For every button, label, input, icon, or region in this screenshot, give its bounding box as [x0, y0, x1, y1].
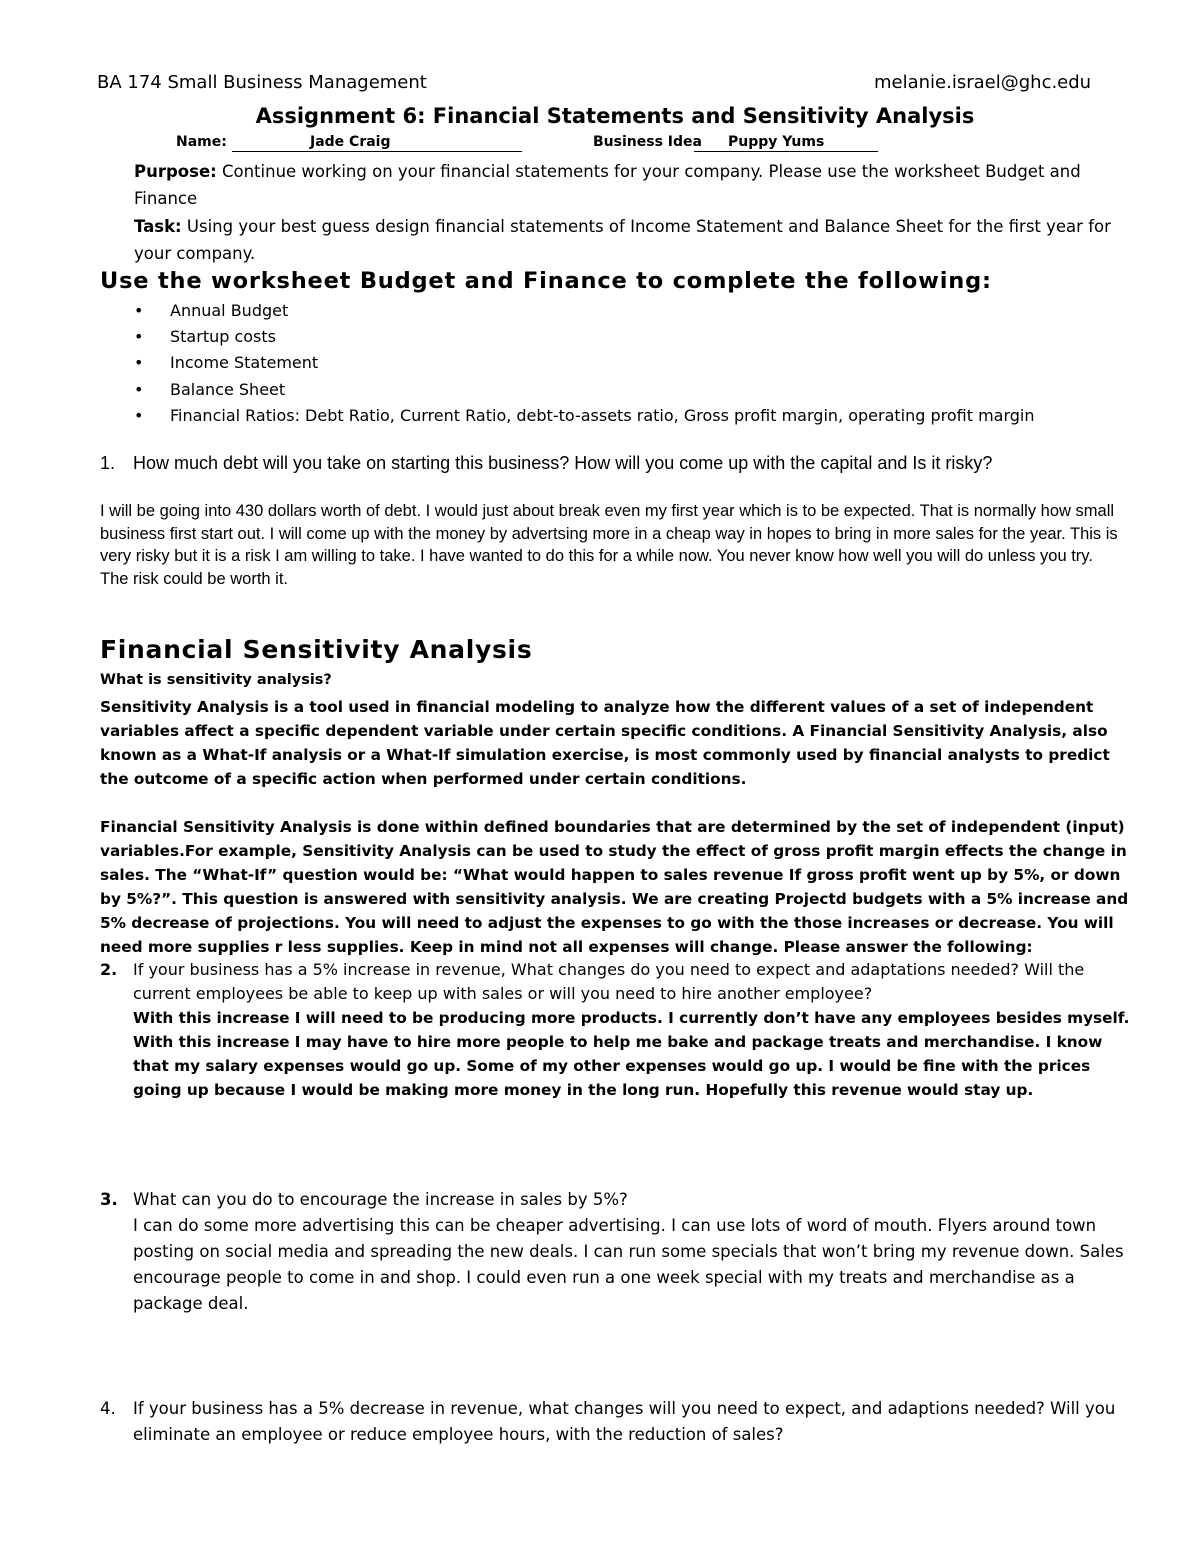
fsa-paragraph-2: Financial Sensitivity Analysis is done within defined boundaries that are determined by the set of independent (input) variables.For example, Sensitivity Analysis can be used to study the effect of gross profit margin effects the change in sales. The “What-If” question would be: “What would happen to sales revenue If gross profit went up by 5%, or down by 5%?”. This question is answered with sensitivity analysis. We are creating Projectd budgets with a 5% increase and 5% decrease of projections. You will need to adjust the expenses to go with the those increases or decrease. You will need more supplies r less supplies. Keep in mind not all expenses will change. Please answer the following: [100, 818, 1129, 956]
question-2-text: If your business has a 5% increase in revenue, What changes do you need to expect and adaptations needed? Will the current employees be able to keep up with sales or will you need to hire another employee? [133, 960, 1085, 1003]
purpose-text: Continue working on your financial statements for your company. Please use the worksheet Budget and Finance [134, 162, 1081, 208]
list-item: • Balance Sheet [134, 377, 1035, 403]
question-2-number: 2. [100, 960, 118, 979]
question-4-text: If your business has a 5% decrease in revenue, what changes will you need to expect, and adaptions needed? Will you eliminate an employee or reduce employee hours, with the reduction of sales? [133, 1399, 1116, 1444]
list-item: • Financial Ratios: Debt Ratio, Current Ratio, debt-to-assets ratio, Gross profit margin, operating profit margin [134, 403, 1035, 429]
assignment-title: Assignment 6: Financial Statements and Sensitivity Analysis [255, 104, 975, 128]
question-2 [100, 958, 1130, 1102]
name-field [232, 134, 522, 152]
purpose-paragraph [134, 158, 1134, 212]
task-label: Task: [134, 217, 182, 236]
answer-3: I can do some more advertising this can be cheaper advertising. I can use lots of word of mouth. Flyers around town posting on social media and spreading the new deals. I can run some specials that won’t bring my revenue down. Sales encourage people to come in and shop. I could even run a one week special with my treats and merchandise as a package deal. [133, 1216, 1124, 1313]
section-heading-fsa: Financial Sensitivity Analysis [100, 635, 533, 664]
question-3-number: 3. [100, 1190, 118, 1209]
list-item: • Income Statement [134, 350, 1035, 376]
question-3 [100, 1187, 1130, 1317]
bullet-list [134, 298, 1035, 429]
list-item: • Startup costs [134, 324, 1035, 350]
purpose-label: Purpose: [134, 162, 217, 181]
question-1-text: How much debt will you take on starting this business? How will you come up with the capital and Is it risky? [133, 453, 993, 473]
name-label: Name: [176, 134, 227, 150]
task-text: Using your best guess design financial statements of Income Statement and Balance Sheet for the first year for your company. [134, 217, 1111, 263]
question-1-number: 1. [100, 453, 116, 473]
business-idea-field [694, 134, 878, 152]
course-header: BA 174 Small Business Management [97, 72, 427, 93]
name-value: Jade Craig [310, 134, 391, 150]
business-idea-label: Business Idea [593, 134, 702, 150]
question-4-number: 4. [100, 1399, 116, 1418]
question-1 [100, 452, 1110, 475]
list-item: • Annual Budget [134, 298, 1035, 324]
business-idea-value: Puppy Yums [728, 134, 825, 150]
question-3-text: What can you do to encourage the increase in sales by 5%? [133, 1190, 628, 1209]
instructor-email: melanie.israel@ghc.edu [874, 72, 1092, 93]
answer-2: With this increase I will need to be producing more products. I currently don’t have any employees besides myself. With this increase I may have to hire more people to help me bake and package treats and merchandise. I know that my salary expenses would go up. Some of my other expenses would go up. I would be fine with the prices going up because I would be making more money in the long run. Hopefully this revenue would stay up. [133, 1009, 1130, 1099]
question-4 [100, 1396, 1130, 1448]
fsa-paragraph-1: Sensitivity Analysis is a tool used in financial modeling to analyze how the different values of a set of independent variables affect a specific dependent variable under certain specific conditions. A Financial Sensitivity Analysis, also known as a What-If analysis or a What-If simulation exercise, is most commonly used by financial analysts to predict the outcome of a specific action when performed under certain conditions. [100, 698, 1110, 788]
answer-1: I will be going into 430 dollars worth of debt. I would just about break even my first year which is to be expected. That is normally how small business first start out. I will come up with the money by advertsing more in a cheap way in hopes to bring in more sales for the year. This is very risky but it is a risk I am willing to take. I have wanted to do this for a while now. You never know how well you will do unless you try. The risk could be worth it. [100, 502, 1118, 588]
subheading-what-is: What is sensitivity analysis? [100, 672, 332, 688]
task-paragraph [134, 213, 1134, 267]
worksheet-heading: Use the worksheet Budget and Finance to complete the following: [100, 268, 992, 294]
